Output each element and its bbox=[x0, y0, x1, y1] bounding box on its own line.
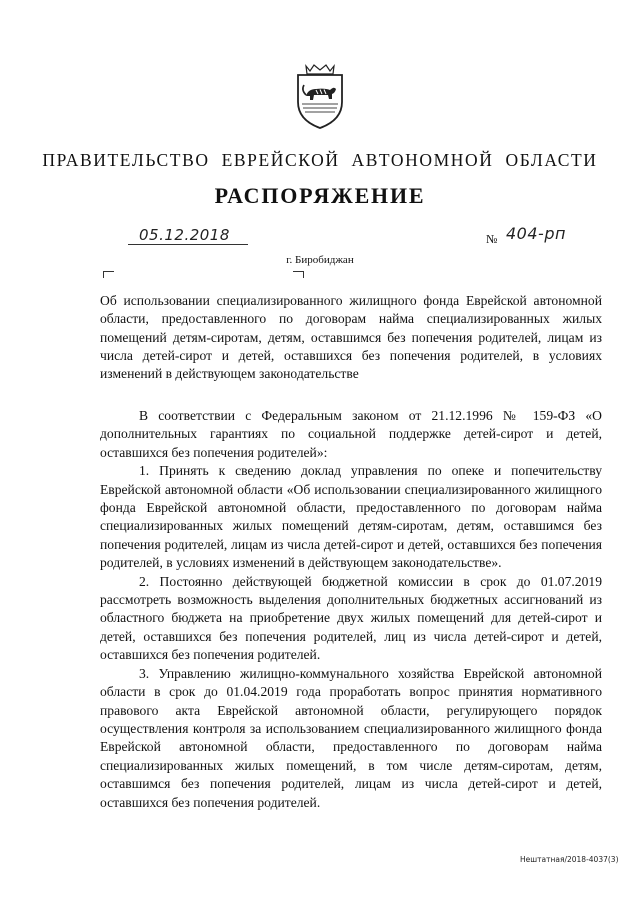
clause-3-paragraph: 3. Управлению жилищно-коммунального хозяйства Еврейской автономной области в срок до 01.04.2019 года проработать вопрос принятия нормативного правового акта Еврейской автономной области, регулирующего порядок осуществления контроля за использованием специализированного жилищного фонда Еврейской автономной области, предоставленного по договорам найма специализированных жилых помещений, в том числе детям-сиротам, детям, оставшимся без попечения родителей, лицам из числа детей-сирот и детей, оставшихся без попечения родителей. bbox=[100, 665, 602, 810]
government-title: ПРАВИТЕЛЬСТВО ЕВРЕЙСКОЙ АВТОНОМНОЙ ОБЛАСТИ bbox=[42, 150, 598, 170]
subject-bracket-left bbox=[103, 271, 114, 278]
document-subject: Об использовании специализированного жилищного фонда Еврейской автономной области, предоставленного по договорам найма специализированных жилых помещений детям-сиротам, детям, оставшимся без попечения родителей, лицам из числа детей-сирот и детей, оставшихся без попечения родителей, в условиях изменений в действующем законодательстве bbox=[100, 293, 602, 382]
document-date: 05.12.2018 bbox=[139, 226, 230, 244]
coat-of-arms-emblem-icon bbox=[292, 62, 348, 130]
clause-1-paragraph: 1. Принять к сведению доклад управления по опеке и попечительству Еврейской автономной области «Об использовании специализированного жилищного фонда Еврейской автономной области, предоставленного по договорам найма специализированных жилых помещений детям-сиротам, детям, оставшимся без попечения родителей, лицам из числа детей-сирот и детей, оставшихся без попечения родителей, в условиях изменений в действующем законодательстве». bbox=[100, 463, 602, 571]
subject-bracket-right bbox=[293, 271, 304, 278]
number-prefix: № bbox=[486, 232, 498, 246]
document-body bbox=[100, 407, 602, 812]
footer-reference: Нештатная/2018-4037(3) bbox=[520, 855, 619, 864]
date-underline bbox=[128, 244, 248, 245]
document-number: 404-рп bbox=[506, 224, 566, 243]
preamble-paragraph: В соответствии с Федеральным законом от 21.12.1996 № 159-ФЗ «О дополнительных гарантиях по социальной поддержке детей-сирот и детей, оставшихся без попечения родителей»: bbox=[100, 408, 602, 460]
document-type-title: РАСПОРЯЖЕНИЕ bbox=[214, 183, 426, 208]
clause-2-paragraph: 2. Постоянно действующей бюджетной комиссии в срок до 01.07.2019 рассмотреть возможность выделения дополнительных бюджетных ассигнований из областного бюджета на приобретение двух жилых помещений для детей-сирот и детей, оставшихся без попечения родителей, лиц из числа детей-сирот и детей, оставшихся без попечения родителей. bbox=[100, 573, 602, 663]
city-label: г. Биробиджан bbox=[286, 254, 354, 266]
